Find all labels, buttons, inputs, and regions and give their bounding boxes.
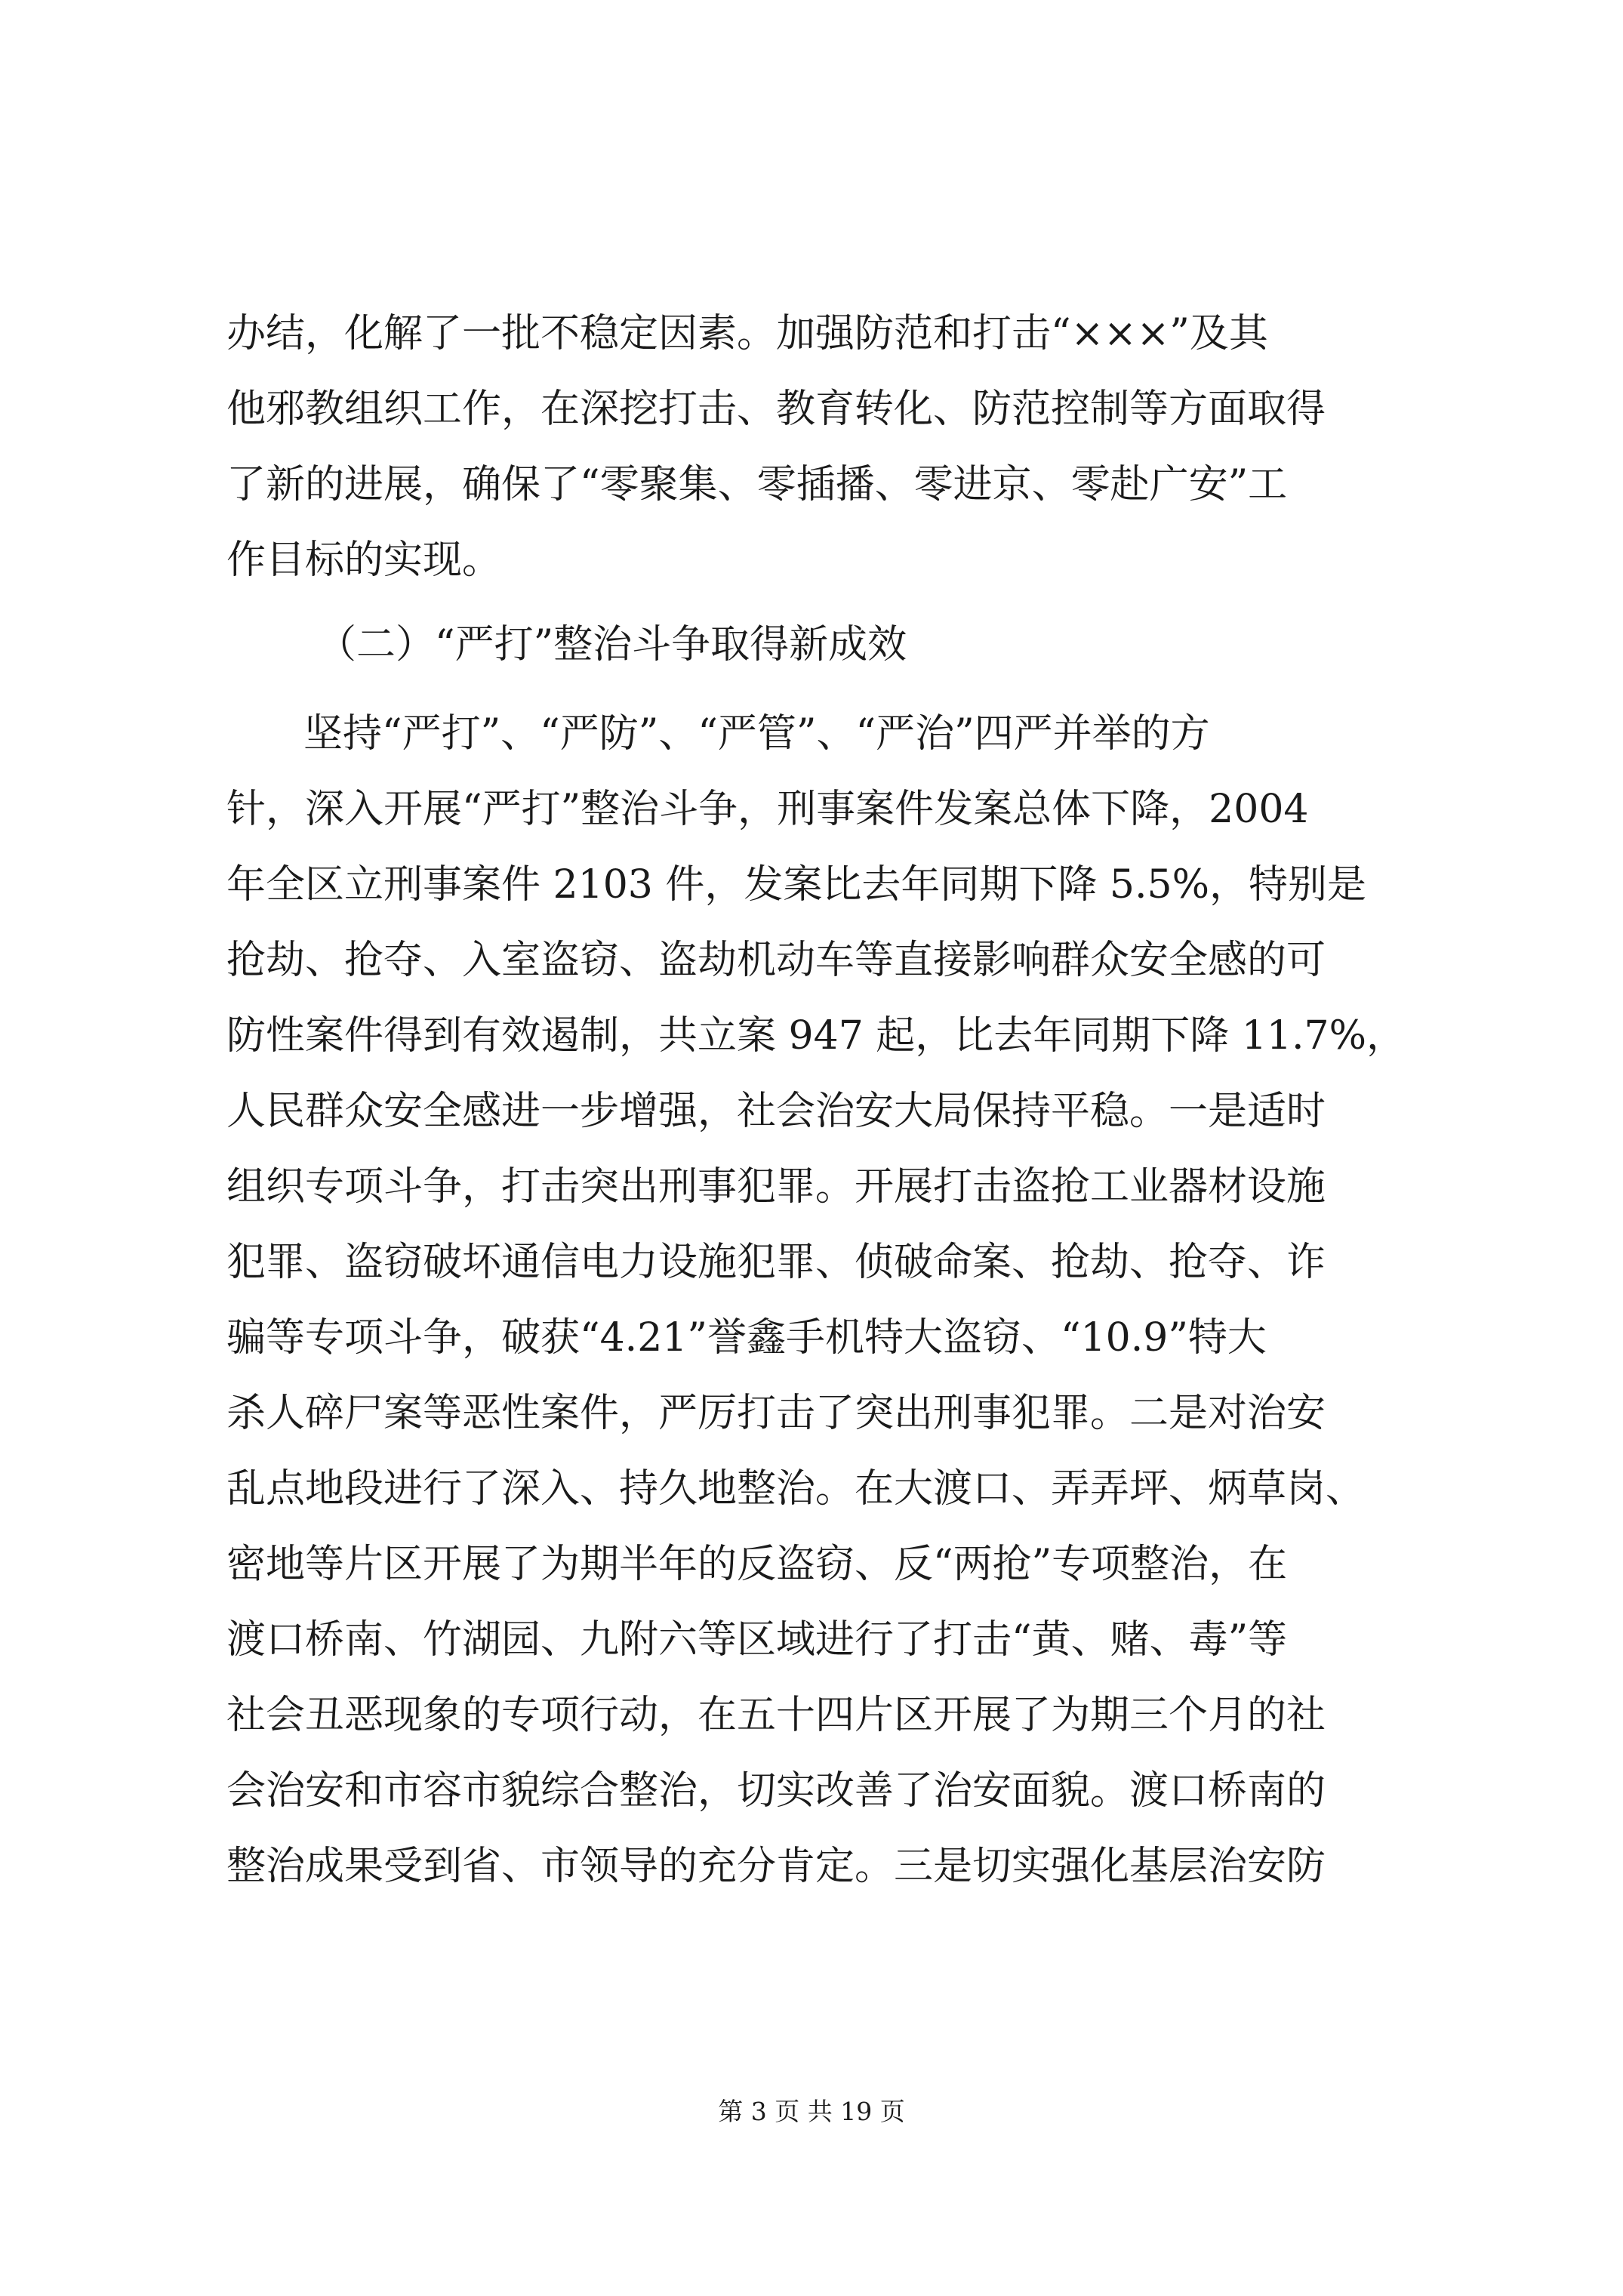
paragraph-line: 坚持“严打”、“严防”、“严管”、“严治”四严并举的方 <box>303 711 1210 757</box>
paragraph-line: 人民群众安全感进一步增强，社会治安大局保持平稳。一是适时 <box>226 1089 1326 1134</box>
paragraph-line: 骗等专项斗争，破获“4.21”誉鑫手机特大盗窃、“10.9”特大 <box>226 1315 1267 1361</box>
paragraph-line: 渡口桥南、竹湖园、九附六等区域进行了打击“黄、赌、毒”等 <box>226 1617 1288 1663</box>
paragraph-line: 年全区立刑事案件 2103 件，发案比去年同期下降 5.5%，特别是 <box>226 862 1367 908</box>
paragraph-line: 密地等片区开展了为期半年的反盗窃、反“两抢”专项整治，在 <box>226 1542 1288 1587</box>
paragraph-line: 犯罪、盗窃破坏通信电力设施犯罪、侦破命案、抢劫、抢夺、诈 <box>226 1240 1326 1285</box>
paragraph-line: 整治成果受到省、市领导的充分肯定。三是切实强化基层治安防 <box>226 1844 1326 1889</box>
section-heading: （二）“严打”整治斗争取得新成效 <box>317 622 907 667</box>
paragraph-line: 社会丑恶现象的专项行动，在五十四片区开展了为期三个月的社 <box>226 1693 1326 1738</box>
paragraph-line: 办结，化解了一批不稳定因素。加强防范和打击“×××”及其 <box>226 311 1268 356</box>
paragraph-line: 抢劫、抢夺、入室盗窃、盗劫机动车等直接影响群众安全感的可 <box>226 938 1326 983</box>
paragraph-line: 杀人碎尸案等恶性案件，严厉打击了突出刑事犯罪。二是对治安 <box>226 1391 1326 1436</box>
paragraph-line: 了新的进展，确保了“零聚集、零插播、零进京、零赴广安”工 <box>226 462 1288 507</box>
paragraph-line: 针，深入开展“严打”整治斗争，刑事案件发案总体下降，2004 <box>226 787 1309 832</box>
paragraph-line: 组织专项斗争，打击突出刑事犯罪。开展打击盗抢工业器材设施 <box>226 1164 1326 1210</box>
paragraph-line: 乱点地段进行了深入、持久地整治。在大渡口、弄弄坪、炳草岗、 <box>226 1466 1366 1512</box>
paragraph-line: 作目标的实现。 <box>226 538 502 583</box>
paragraph-line: 防性案件得到有效遏制，共立案 947 起，比去年同期下降 11.7%， <box>226 1013 1406 1059</box>
page-number-footer: 第 3 页 共 19 页 <box>718 2097 905 2126</box>
paragraph-line: 他邪教组织工作，在深挖打击、教育转化、防范控制等方面取得 <box>226 387 1326 432</box>
paragraph-line: 会治安和市容市貌综合整治，切实改善了治安面貌。渡口桥南的 <box>226 1768 1326 1814</box>
